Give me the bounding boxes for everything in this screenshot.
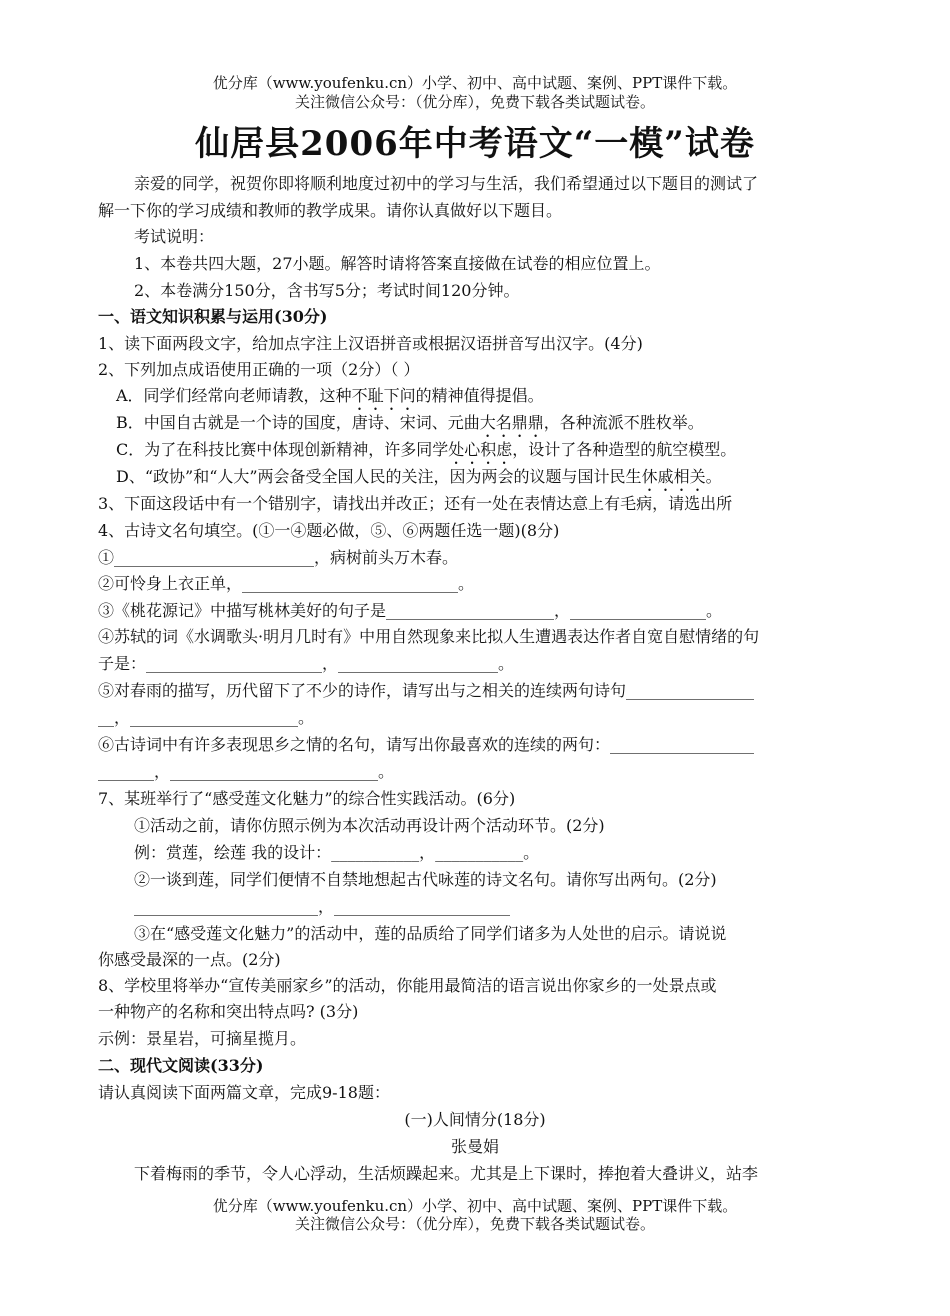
question-2-option-a xyxy=(116,385,544,414)
question-7-part-1: ①活动之前，请你仿照示例为本次活动再设计两个活动环节。(2分) xyxy=(134,816,605,835)
option-d-text-end: 。 xyxy=(705,467,722,486)
option-a-text-end: 的精神值得提倡。 xyxy=(415,386,544,405)
option-c-text-end: ，设计了各种造型的航空模型。 xyxy=(512,440,737,459)
question-7-part-2-blanks: _______________________，______________________ xyxy=(134,897,511,916)
question-8-line-1: 8、学校里将举办“宣传美丽家乡”的活动，你能用最简洁的语言说出你家乡的一处景点或 xyxy=(98,976,717,995)
option-b-text: B．中国自古就是一个诗的国度，唐诗、宋词、元曲 xyxy=(116,413,480,432)
header-line-2: 关注微信公众号：（优分库），免费下载各类试题试卷。 xyxy=(294,93,655,111)
question-4-item-6-line-2: _______，__________________________。 xyxy=(98,762,395,781)
section-2-heading: 二、现代文阅读(33分) xyxy=(98,1056,264,1075)
question-4-item-4-line-2: 子是：______________________，____________________。 xyxy=(98,654,515,673)
question-2-option-b xyxy=(116,412,704,441)
question-4-item-6-line-1: ⑥古诗词中有许多表现思乡之情的名句，请写出你最喜欢的连续的两句：__________________ xyxy=(98,735,755,754)
question-4-item-5-line-2: __，_____________________。 xyxy=(98,708,315,727)
page-title: 仙居县2006年中考语文“一模”试卷 xyxy=(195,124,755,164)
option-b-text-end: ，各种流派不胜枚举。 xyxy=(543,413,704,432)
question-8-example: 示例：景星岩，可摘星揽月。 xyxy=(98,1029,307,1048)
question-7-part-2: ②一谈到莲，同学们便情不自禁地想起古代咏莲的诗文名句。请你写出两句。(2分) xyxy=(134,870,717,889)
question-2-option-d xyxy=(116,466,722,495)
intro-paragraph-line-1: 亲爱的同学，祝贺你即将顺利地度过初中的学习与生活，我们希望通过以下题目的测试了 xyxy=(134,174,759,193)
question-7: 7、某班举行了“感受莲文化魅力”的综合性实践活动。(6分) xyxy=(98,789,516,808)
option-b-idiom: 大名鼎鼎 xyxy=(479,413,544,432)
exam-notes-title: 考试说明： xyxy=(134,227,215,246)
question-3: 3、下面这段话中有一个错别字，请找出并改正；还有一处在表情达意上有毛病，请选出所 xyxy=(98,494,733,513)
header-line-1: 优分库（www.youfenku.cn）小学、初中、高中试题、案例、PPT课件下载。 xyxy=(212,74,738,92)
exam-note-2: 2、本卷满分150分，含书写5分；考试时间120分钟。 xyxy=(134,281,520,300)
section-2-instructions: 请认真阅读下面两篇文章，完成9-18题： xyxy=(98,1083,390,1102)
question-8-line-2: 一种物产的名称和突出特点吗? (3分) xyxy=(98,1002,359,1021)
question-4-item-5-line-1: ⑤对春雨的描写，历代留下了不少的诗作，请写出与之相关的连续两句诗句________________ xyxy=(98,681,755,700)
article-title: (一)人间情分(18分) xyxy=(404,1110,546,1129)
option-a-idiom: 不耻下问 xyxy=(351,386,416,405)
question-4: 4、古诗文名句填空。(①一④题必做，⑤、⑥两题任选一题)(8分) xyxy=(98,521,560,540)
option-d-idiom: 休戚相关 xyxy=(641,467,706,486)
question-2-option-c xyxy=(116,439,736,468)
question-4-item-3: ③《桃花源记》中描写桃林美好的句子是_____________________，_________________。 xyxy=(98,601,723,620)
question-1: 1、读下面两段文字，给加点字注上汉语拼音或根据汉语拼音写出汉字。(4分) xyxy=(98,334,643,353)
question-4-item-1: ①_________________________，病树前头万木春。 xyxy=(98,548,459,567)
footer-line-2: 关注微信公众号：（优分库），免费下载各类试题试卷。 xyxy=(294,1215,655,1233)
question-4-item-2: ②可怜身上衣正单，___________________________。 xyxy=(98,574,475,593)
option-a-text: A．同学们经常向老师请教，这种 xyxy=(116,386,352,405)
footer-line-1: 优分库（www.youfenku.cn）小学、初中、高中试题、案例、PPT课件下载。 xyxy=(212,1197,738,1215)
question-7-part-1-example: 例：赏莲，绘莲 我的设计：___________，___________。 xyxy=(134,843,540,862)
question-4-item-4-line-1: ④苏轼的词《水调歌头·明月几时有》中用自然现象来比拟人生遭遇表达作者自宽自慰情绪的句 xyxy=(98,627,760,646)
question-2: 2、下列加点成语使用正确的一项（2分）（ ） xyxy=(98,360,420,379)
article-paragraph-1: 下着梅雨的季节，令人心浮动，生活烦躁起来。尤其是上下课时，捧抱着大叠讲义，站李 xyxy=(134,1164,759,1183)
option-c-idiom: 处心积虑 xyxy=(448,440,513,459)
article-author: 张曼娟 xyxy=(450,1137,499,1156)
question-7-part-3-line-2: 你感受最深的一点。(2分) xyxy=(98,950,281,969)
question-7-part-3-line-1: ③在“感受莲文化魅力”的活动中，莲的品质给了同学们诸多为人处世的启示。请说说 xyxy=(134,924,727,943)
intro-paragraph-line-2: 解一下你的学习成绩和教师的教学成果。请你认真做好以下题目。 xyxy=(98,201,563,220)
exam-note-1: 1、本卷共四大题，27小题。解答时请将答案直接做在试卷的相应位置上。 xyxy=(134,254,661,273)
option-c-text: C．为了在科技比赛中体现创新精神，许多同学 xyxy=(116,440,449,459)
option-d-text: D、“政协”和“人大”两会备受全国人民的关注，因为两会的议题与国计民生 xyxy=(116,467,642,486)
section-1-heading: 一、语文知识积累与运用(30分) xyxy=(98,307,328,326)
